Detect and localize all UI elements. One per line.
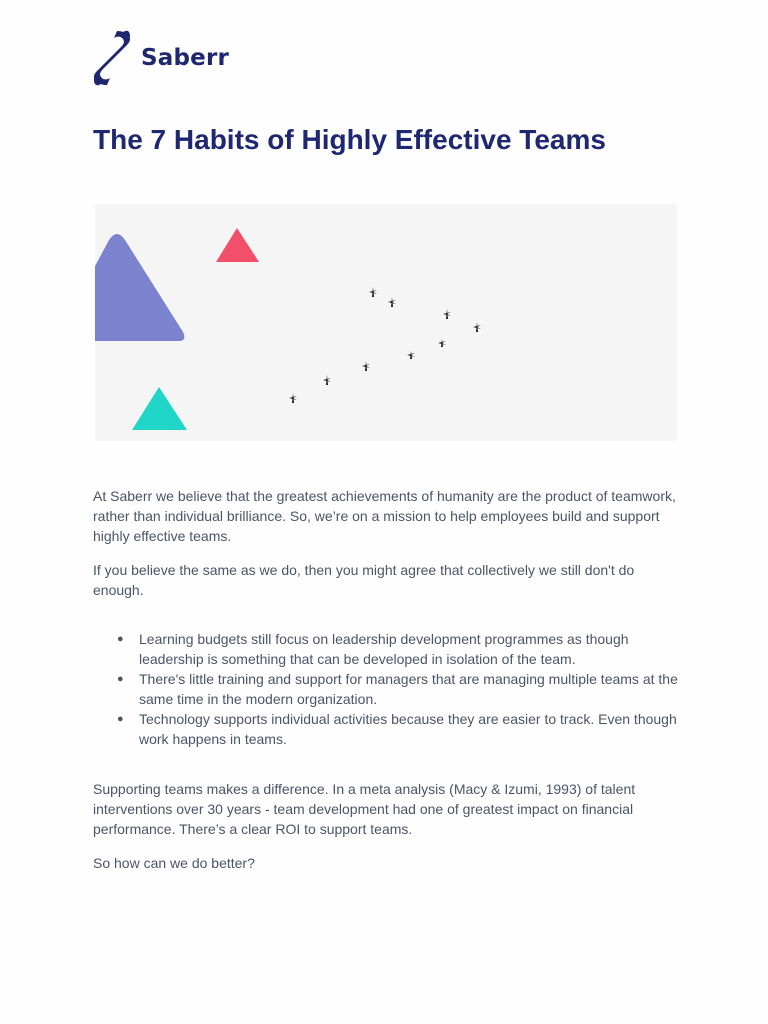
bullet-list <box>93 629 678 749</box>
intro-paragraph: At Saberr we believe that the greatest achievements of humanity are the product of teamwork, rather than individual brilliance. So, we’re on a mission to help employees build and support highly effective teams. <box>93 488 676 544</box>
list-item-text: There's little training and support for managers that are managing multiple teams at the same time in the modern organization. <box>139 671 678 707</box>
saberr-logo <box>93 29 229 87</box>
roi-paragraph: Supporting teams makes a difference. In a meta analysis (Macy & Izumi, 1993) of talent interventions over 30 years - team development had one of greatest impact on financial performance. There’s a clear ROI to support teams. <box>93 781 636 837</box>
list-item <box>117 629 678 669</box>
list-item-text: Technology supports individual activities because they are easier to track. Even though work happens in teams. <box>139 711 677 747</box>
bird-flock <box>289 287 481 403</box>
bullet-icon: ● <box>117 713 124 725</box>
closing-question: So how can we do better? <box>93 855 255 871</box>
saberr-s-logo-icon <box>93 29 131 87</box>
bullet-icon: ● <box>117 673 124 685</box>
teal-triangle-shape <box>132 387 187 430</box>
document-body <box>93 486 678 887</box>
list-item-text: Learning budgets still focus on leadership development programmes as though leadership is something that can be developed in isolation of the team. <box>139 631 629 667</box>
hero-image <box>95 204 677 441</box>
purple-triangle-shape <box>95 234 184 341</box>
belief-paragraph: If you believe the same as we do, then you might agree that collectively we still don't do enough. <box>93 562 635 598</box>
brand-name: Saberr <box>141 45 230 71</box>
bullet-icon: ● <box>117 633 124 645</box>
list-item <box>117 669 678 709</box>
coral-triangle-shape <box>216 228 259 262</box>
page-title: The 7 Habits of Highly Effective Teams <box>93 124 606 155</box>
list-item <box>117 709 678 749</box>
